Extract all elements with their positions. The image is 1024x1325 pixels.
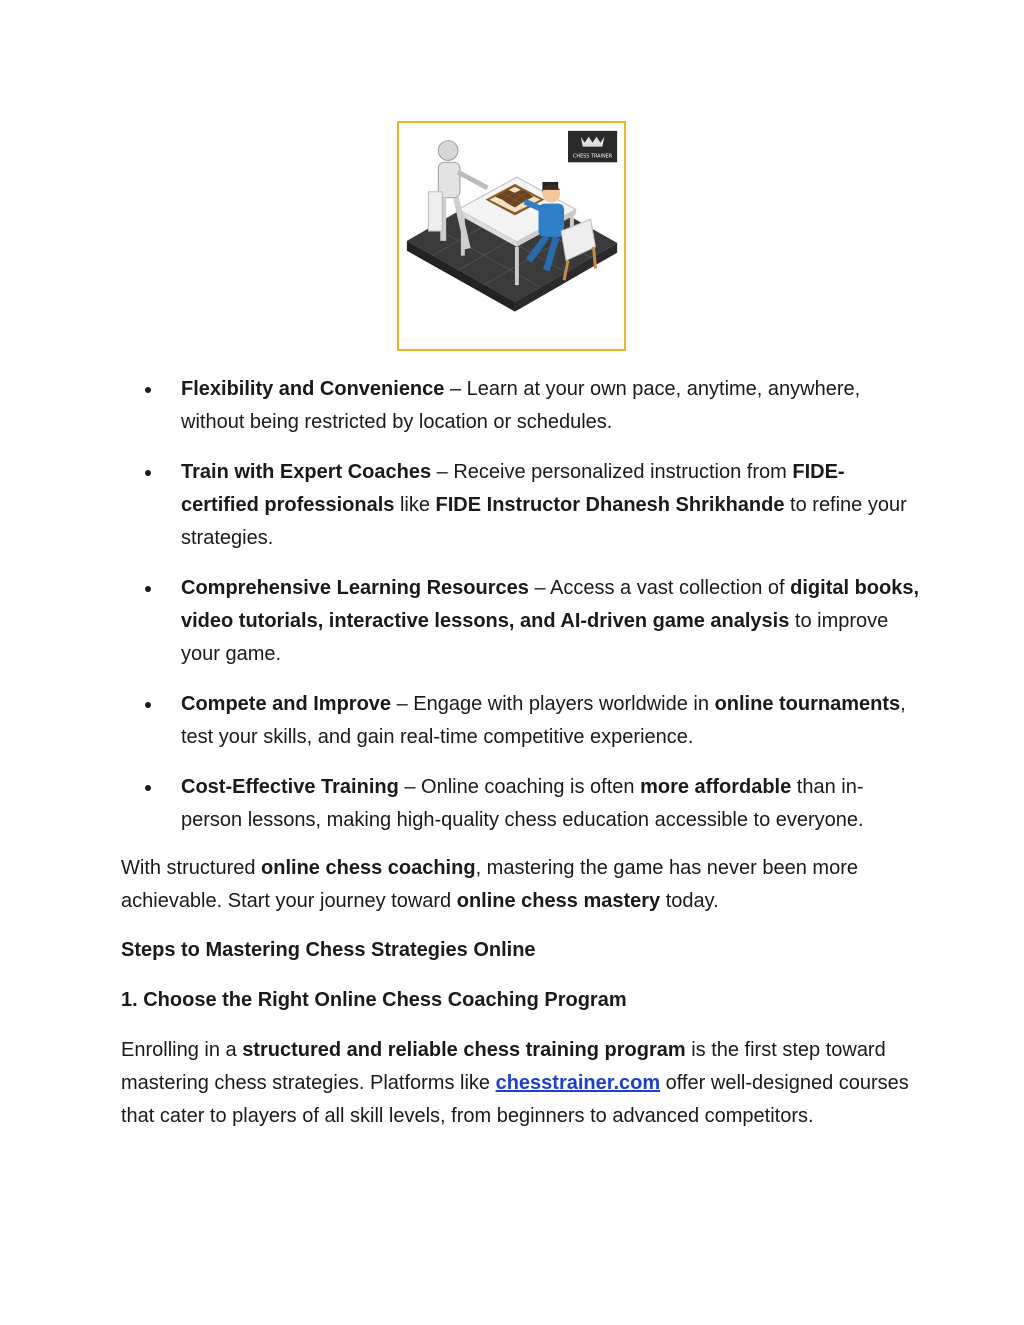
step1-paragraph: Enrolling in a structured and reliable chess training program is the first step toward mastering chess strategies. Platforms like chesstrainer.com offer well-designed courses that cater to players of all skill levels, from beginners to advanced competitors. — [121, 1039, 909, 1127]
logo-text: CHESS TRAINER — [572, 153, 613, 160]
list-item: Cost-Effective Training – Online coaching is often more affordable than in-person lessons, making high-quality chess education accessible to everyone. — [121, 771, 921, 837]
summary-paragraph: With structured online chess coaching, mastering the game has never been more achievable. Start your journey toward online chess mastery today. — [121, 857, 858, 912]
steps-heading: Steps to Mastering Chess Strategies Online — [121, 939, 536, 961]
bullet-icon — [145, 387, 151, 393]
bullet-icon — [145, 470, 151, 476]
bullet-icon — [145, 586, 151, 592]
list-item: Compete and Improve – Engage with players worldwide in online tournaments, test your skills, and gain real-time competitive experience. — [121, 688, 921, 754]
step1-heading: 1. Choose the Right Online Chess Coaching Program — [121, 989, 627, 1011]
chess-illustration — [397, 121, 626, 351]
chesstrainer-link[interactable]: chesstrainer.com — [495, 1072, 661, 1094]
list-item: Flexibility and Convenience – Learn at your own pace, anytime, anywhere, without being restricted by location or schedules. — [121, 373, 921, 439]
benefits-list — [121, 373, 921, 854]
list-item: Train with Expert Coaches – Receive personalized instruction from FIDE-certified professionals like FIDE Instructor Dhanesh Shrikhande to refine your strategies. — [121, 456, 921, 555]
bullet-icon — [145, 785, 151, 791]
robot-vs-human-chess-image — [399, 123, 624, 349]
list-item: Comprehensive Learning Resources – Access a vast collection of digital books, video tutorials, interactive lessons, and AI-driven game analysis to improve your game. — [121, 572, 921, 671]
bullet-icon — [145, 702, 151, 708]
